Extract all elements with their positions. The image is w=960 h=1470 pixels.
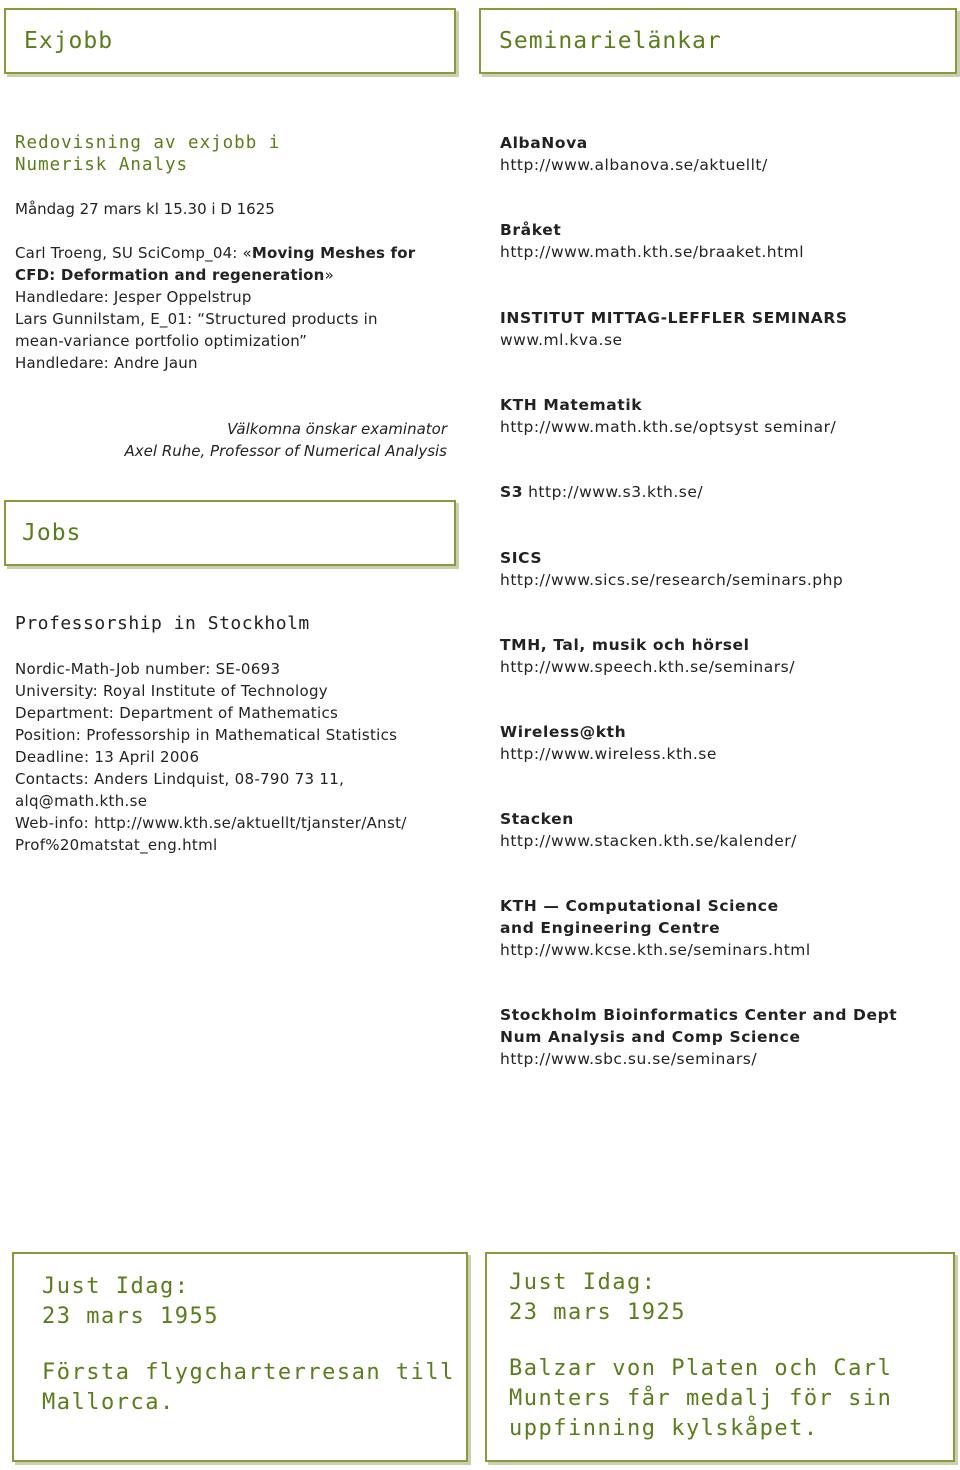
just-idag-right-box: [485, 1252, 955, 1462]
job-title: Professorship in Stockholm: [15, 613, 310, 634]
seminar-s3: [500, 481, 703, 503]
jobs-header-box: [4, 500, 456, 566]
just-idag-left-box: [12, 1252, 468, 1462]
idag-right-text-line3: uppfinning kylskåpet.: [509, 1416, 819, 1441]
idag-right-date: 23 mars 1925: [509, 1300, 686, 1325]
job-web-info[interactable]: Web-info: http://www.kth.se/aktuellt/tjanster/Anst/: [15, 814, 407, 832]
job-contacts: Contacts: Anders Lindquist, 08-790 73 11,: [15, 770, 345, 788]
seminar-url[interactable]: http://www.math.kth.se/braaket.html: [500, 243, 805, 261]
seminar-url[interactable]: http://www.kcse.kth.se/seminars.html: [500, 941, 811, 959]
seminar-kth-matematik: [500, 394, 836, 438]
talk1-line1: [15, 242, 455, 264]
talk2-line2: mean-variance portfolio optimization”: [15, 332, 308, 350]
idag-left-text-line2: Mallorca.: [42, 1390, 175, 1415]
seminar-name: KTH Matematik: [500, 396, 643, 414]
seminar-name-line1: Stockholm Bioinformatics Center and Dept: [500, 1006, 898, 1024]
job-details: [15, 658, 455, 856]
seminar-tmh: [500, 634, 795, 678]
seminar-name: AlbaNova: [500, 134, 588, 152]
idag-right-text-line2: Munters får medalj för sin: [509, 1386, 893, 1411]
jobs-section: [15, 612, 455, 856]
seminar-stacken: [500, 808, 797, 852]
job-position: Position: Professorship in Mathematical Statistics: [15, 726, 398, 744]
seminar-url[interactable]: http://www.sics.se/research/seminars.php: [500, 571, 844, 589]
seminar-albanova: [500, 132, 768, 176]
talk1-title-part2: CFD: Deformation and regeneration: [15, 266, 325, 284]
seminar-name: SICS: [500, 549, 543, 567]
exjobb-title: [15, 132, 455, 176]
seminar-name: Stacken: [500, 810, 574, 828]
seminar-url[interactable]: http://www.math.kth.se/optsyst seminar/: [500, 418, 837, 436]
talk1-supervisor: Handledare: Jesper Oppelstrup: [15, 288, 252, 306]
seminar-mittag-leffler: [500, 307, 848, 351]
idag-right-text-line1: Balzar von Platen och Carl: [509, 1356, 893, 1381]
exjobb-heading: Exjobb: [24, 28, 114, 54]
job-web-info-cont[interactable]: Prof%20matstat_eng.html: [15, 836, 218, 854]
seminar-name: Bråket: [500, 221, 562, 239]
welcome-line1: Välkomna önskar examinator: [227, 420, 447, 438]
job-deadline: Deadline: 13 April 2006: [15, 748, 200, 766]
seminar-name-line2: Num Analysis and Comp Science: [500, 1028, 801, 1046]
seminar-url[interactable]: http://www.s3.kth.se/: [528, 483, 704, 501]
job-university: University: Royal Institute of Technology: [15, 682, 328, 700]
job-number: Nordic-Math-Job number: SE-0693: [15, 660, 281, 678]
idag-left-date: 23 mars 1955: [42, 1304, 219, 1329]
seminar-name: S3: [500, 483, 524, 501]
exjobb-section: [15, 132, 455, 462]
seminar-url[interactable]: http://www.albanova.se/aktuellt/: [500, 156, 768, 174]
talk1-line2: [15, 264, 455, 286]
seminar-wireless: [500, 721, 717, 765]
seminar-kcse: [500, 895, 811, 961]
talk2-line1: Lars Gunnilstam, E_01: “Structured products in: [15, 310, 378, 328]
seminar-name: Wireless@kth: [500, 723, 627, 741]
seminar-name: INSTITUT MITTAG-LEFFLER SEMINARS: [500, 309, 848, 327]
seminar-url[interactable]: http://www.speech.kth.se/seminars/: [500, 658, 795, 676]
seminarielankar-header-box: [479, 8, 957, 74]
seminar-name: TMH, Tal, musik och hörsel: [500, 636, 750, 654]
talk1-title-part1: Moving Meshes for: [251, 244, 416, 262]
idag-right-heading: Just Idag:: [509, 1270, 657, 1295]
seminar-name-line2: and Engineering Centre: [500, 919, 721, 937]
welcome-line2: Axel Ruhe, Professor of Numerical Analysis: [124, 442, 447, 460]
seminar-sics: [500, 547, 843, 591]
talk1-prefix: Carl Troeng, SU SciComp_04: «: [15, 244, 252, 262]
seminar-sbc: [500, 1004, 897, 1070]
exjobb-title-line2: Numerisk Analys: [15, 155, 189, 175]
idag-left-text-line1: Första flygcharterresan till: [42, 1360, 455, 1385]
jobs-heading: Jobs: [22, 520, 82, 546]
seminar-url[interactable]: http://www.sbc.su.se/seminars/: [500, 1050, 758, 1068]
seminarielankar-heading: Seminarielänkar: [499, 28, 722, 54]
seminar-url[interactable]: http://www.wireless.kth.se: [500, 745, 717, 763]
seminar-url[interactable]: www.ml.kva.se: [500, 331, 623, 349]
talk1-suffix: »: [324, 266, 334, 284]
job-email[interactable]: alq@math.kth.se: [15, 792, 148, 810]
exjobb-title-line1: Redovisning av exjobb i: [15, 133, 281, 153]
job-department: Department: Department of Mathematics: [15, 704, 339, 722]
seminar-url[interactable]: http://www.stacken.kth.se/kalender/: [500, 832, 797, 850]
exjobb-date: Måndag 27 mars kl 15.30 i D 1625: [15, 200, 275, 218]
talk2-supervisor: Handledare: Andre Jaun: [15, 354, 198, 372]
exjobb-header-box: [4, 8, 456, 74]
idag-left-heading: Just Idag:: [42, 1274, 190, 1299]
seminar-name-line1: KTH — Computational Science: [500, 897, 779, 915]
seminar-braket: [500, 219, 804, 263]
